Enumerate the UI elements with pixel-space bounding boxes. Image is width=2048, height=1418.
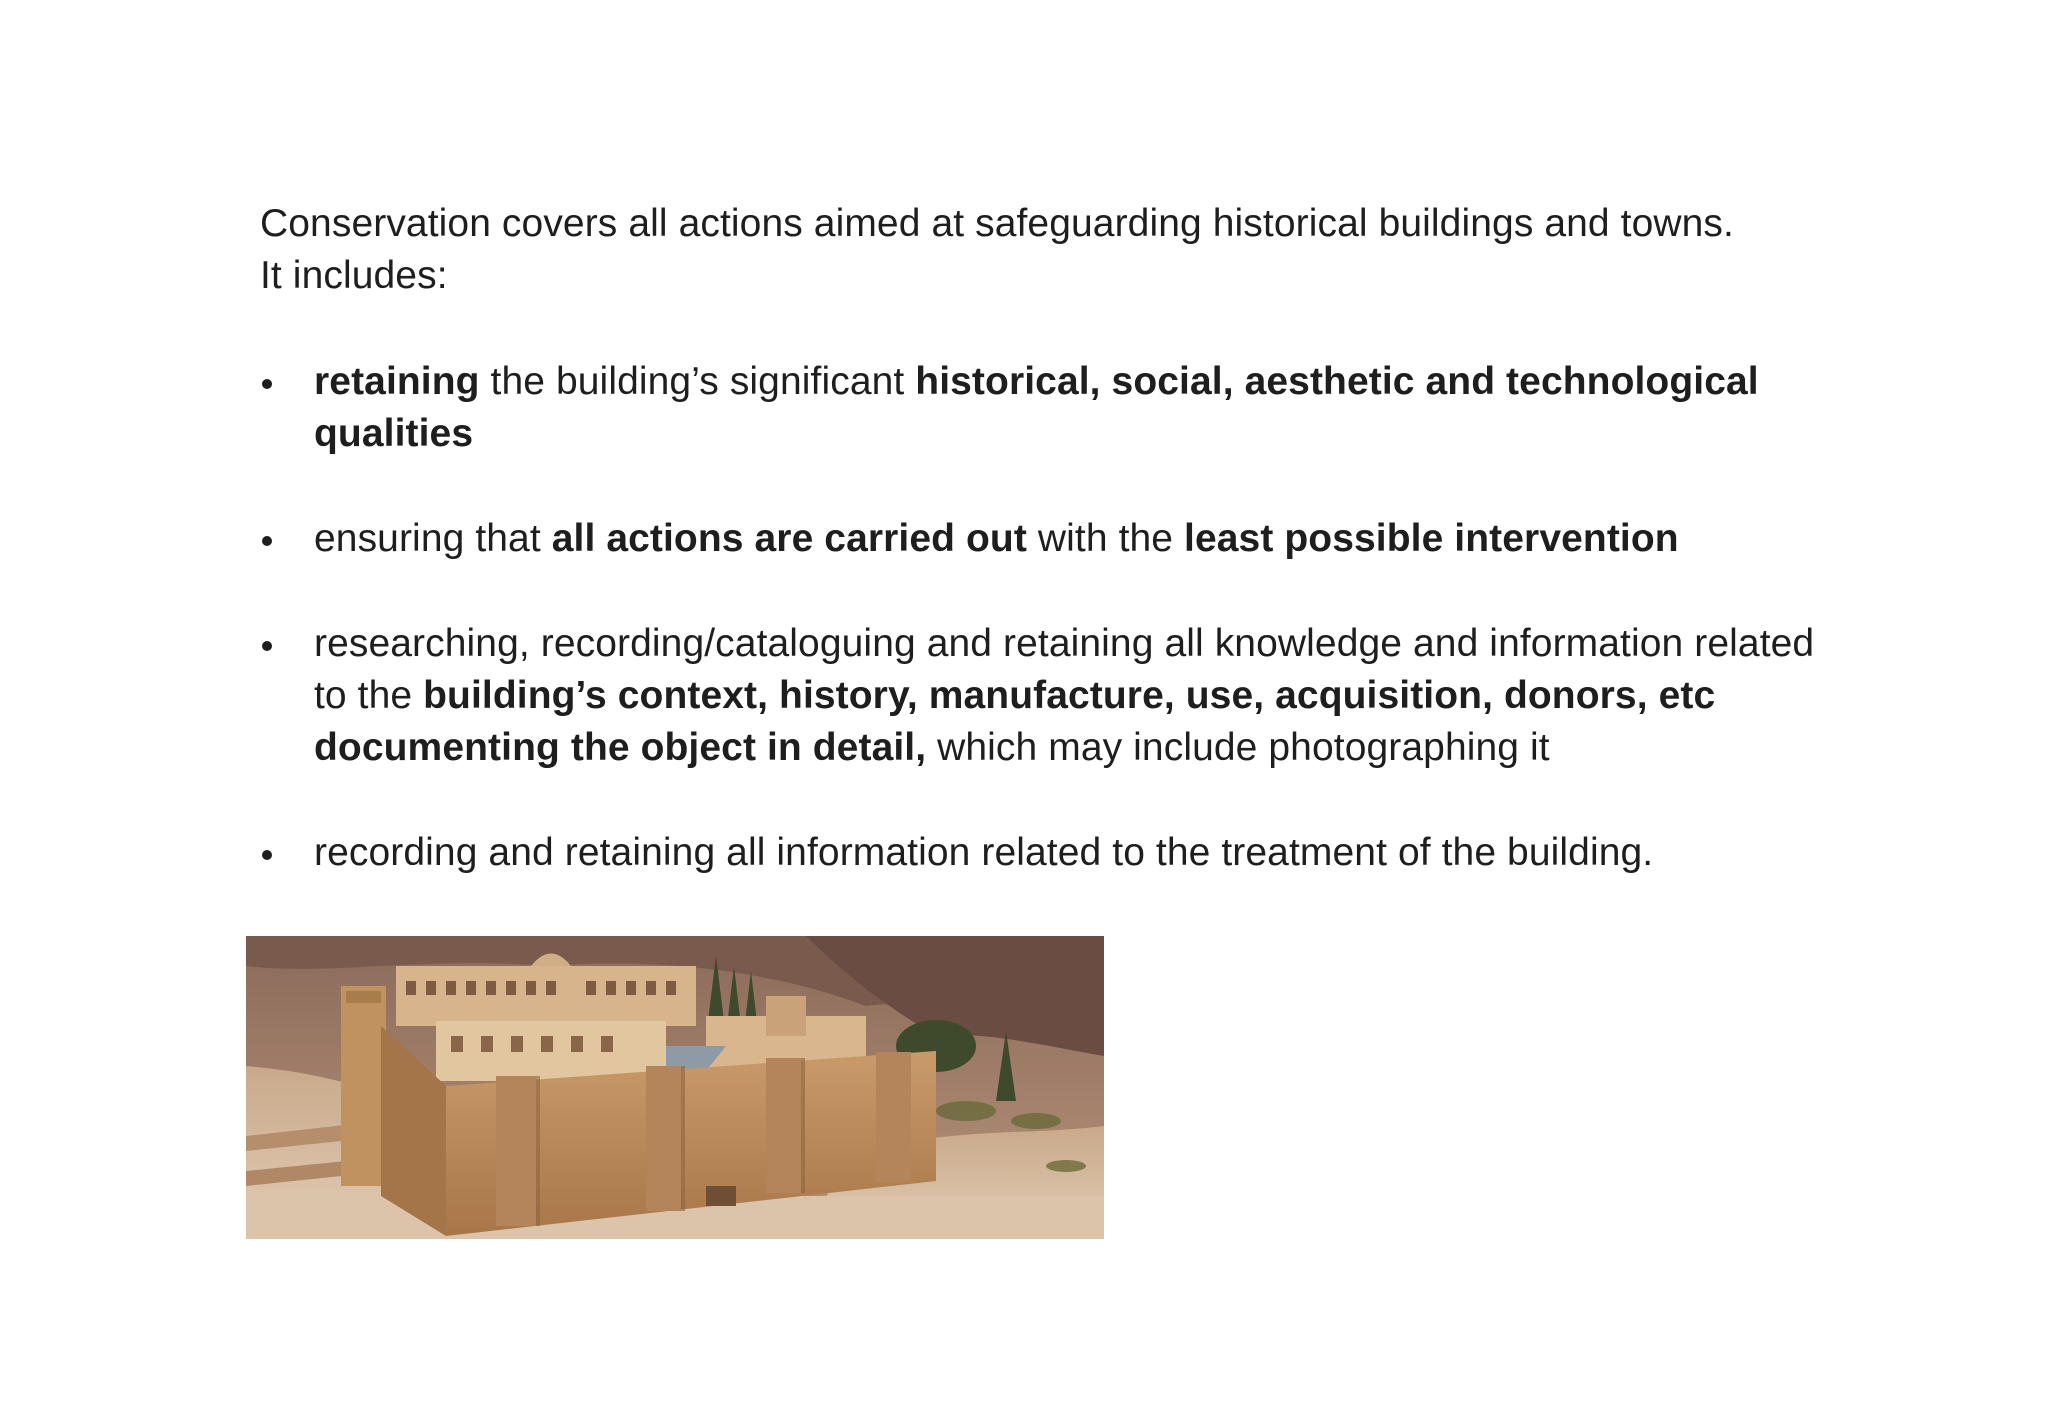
bullet-4-part-1: recording and retaining all information related to the treatment of the building. bbox=[314, 831, 1654, 874]
bullet-dot-icon bbox=[262, 641, 272, 651]
bullet-item-researching bbox=[260, 618, 1820, 774]
bullet-list bbox=[260, 356, 1820, 879]
bullet-dot-icon bbox=[262, 536, 272, 546]
bullet-dot-icon bbox=[262, 850, 272, 860]
bullet-3-part-2: building’s context, history, manufacture, use, acquisition, donors, etc documenting the object in detail, bbox=[314, 674, 1716, 769]
bullet-dot-icon bbox=[262, 379, 272, 389]
bullet-item-retaining bbox=[260, 356, 1820, 460]
intro-line-2: It includes: bbox=[260, 254, 448, 297]
bullet-item-recording bbox=[260, 827, 1820, 879]
monastery-photo-icon bbox=[246, 936, 1104, 1239]
bullet-2-part-2: all actions are carried out bbox=[551, 517, 1027, 560]
bullet-3-part-1: researching, recording/cataloguing and retaining all knowledge and information related to the bbox=[314, 622, 1815, 717]
bullet-1-part-2: the building’s significant bbox=[479, 360, 916, 403]
bullet-1-part-3: historical, social, aesthetic and technological qualities bbox=[314, 360, 1759, 455]
bullet-2-part-4: least possible intervention bbox=[1184, 517, 1679, 560]
slide-content bbox=[260, 198, 1820, 879]
monastery-photo bbox=[246, 936, 1104, 1239]
bullet-3-part-3: which may include photographing it bbox=[926, 726, 1550, 769]
bullet-2-part-3: with the bbox=[1026, 517, 1185, 560]
bullet-2-part-1: ensuring that bbox=[314, 517, 552, 560]
bullet-item-ensuring bbox=[260, 513, 1820, 565]
intro-line-1: Conservation covers all actions aimed at safeguarding historical buildings and towns. bbox=[260, 202, 1734, 245]
intro-paragraph bbox=[260, 198, 1820, 302]
bullet-1-part-1: retaining bbox=[314, 360, 480, 403]
